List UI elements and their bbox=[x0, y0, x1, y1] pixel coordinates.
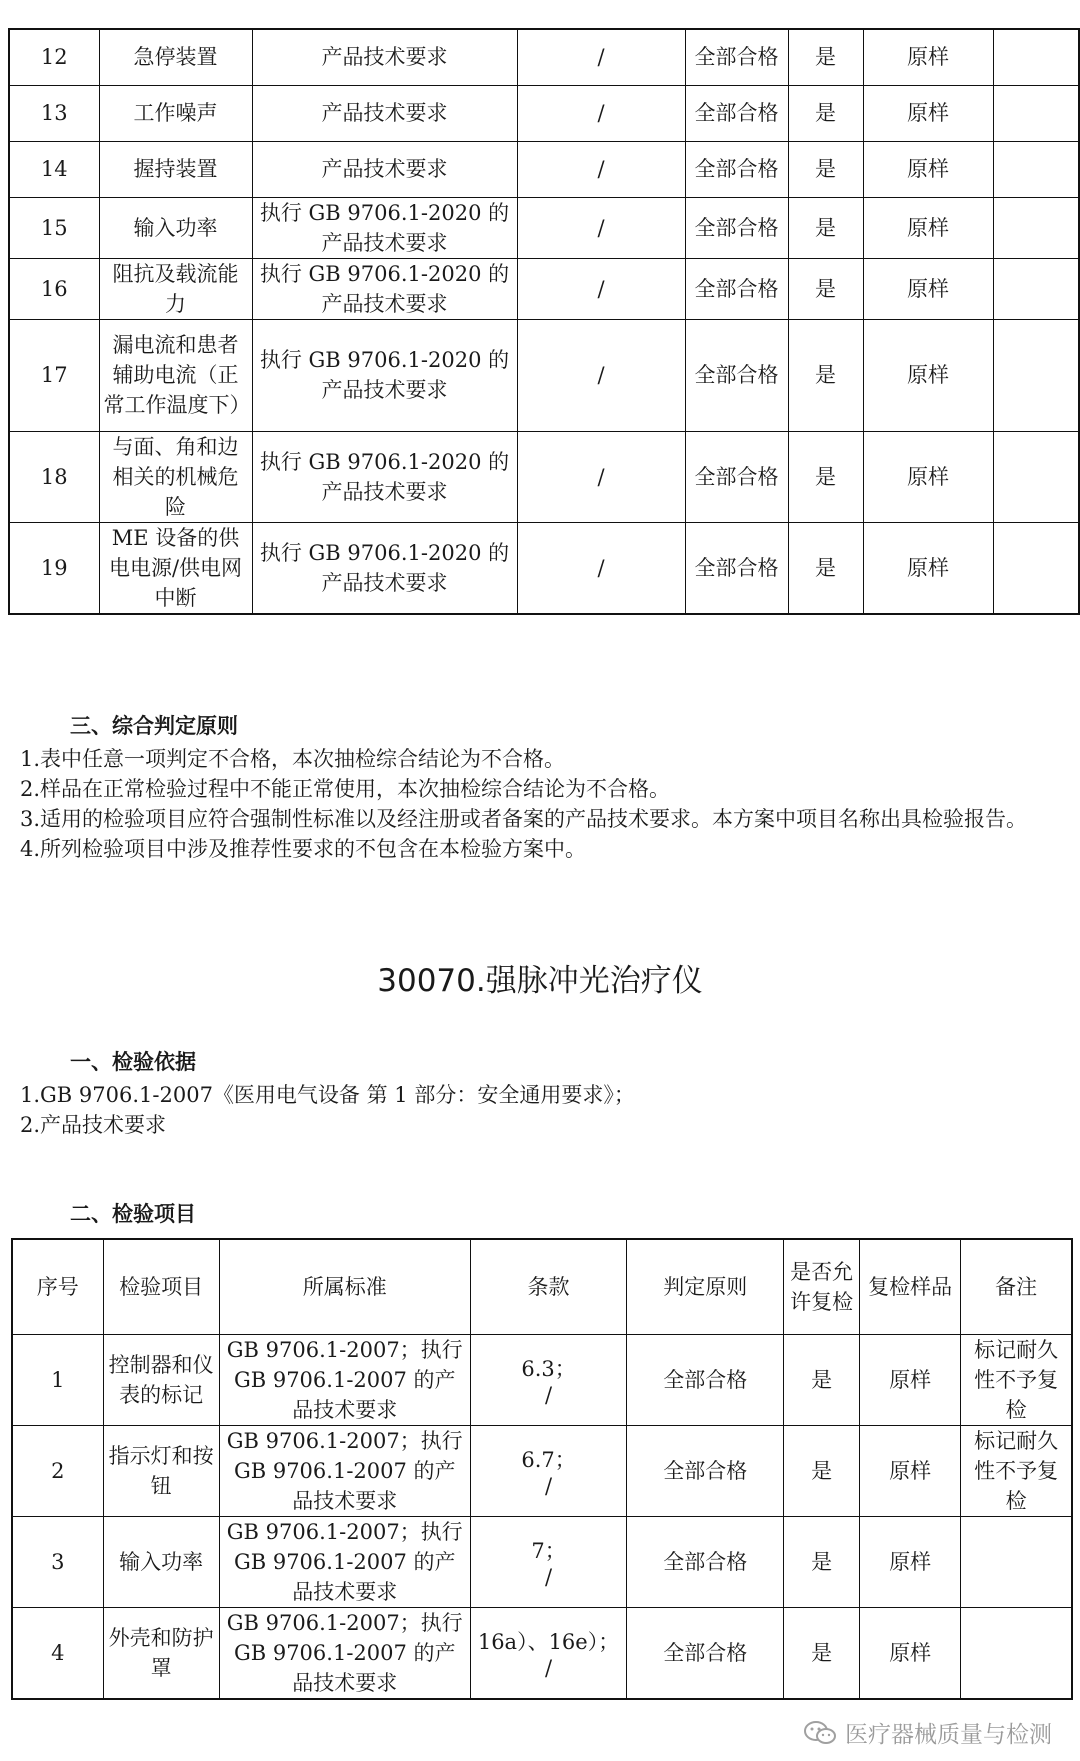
row-retest: 是 bbox=[788, 431, 863, 522]
row-standard: GB 9706.1-2007；执行 GB 9706.1-2007 的产品技术要求 bbox=[219, 1607, 470, 1699]
row-clause bbox=[470, 1607, 627, 1699]
row-rule: 全部合格 bbox=[685, 197, 788, 258]
row-item: ME 设备的供电电源/供电网中断 bbox=[99, 522, 252, 614]
row-note: 标记耐久性不予复检 bbox=[961, 1425, 1072, 1516]
row-note bbox=[993, 29, 1079, 85]
clause-slash: / bbox=[545, 1382, 553, 1407]
row-note bbox=[961, 1607, 1072, 1699]
header-note: 备注 bbox=[961, 1239, 1072, 1334]
header-no: 序号 bbox=[12, 1239, 103, 1334]
judgment-item: 1.表中任意一项判定不合格，本次抽检综合结论为不合格。 bbox=[20, 747, 566, 771]
row-retest: 是 bbox=[784, 1516, 860, 1607]
table-row bbox=[12, 1334, 1072, 1425]
row-no: 13 bbox=[9, 85, 99, 141]
row-no: 15 bbox=[9, 197, 99, 258]
clause-number: 6.7； bbox=[521, 1447, 576, 1472]
row-no: 4 bbox=[12, 1607, 103, 1699]
row-item: 阻抗及载流能力 bbox=[99, 258, 252, 319]
row-standard: 执行 GB 9706.1-2020 的产品技术要求 bbox=[252, 522, 517, 614]
table-row bbox=[9, 431, 1079, 522]
row-standard: 执行 GB 9706.1-2020 的产品技术要求 bbox=[252, 319, 517, 431]
header-clause: 条款 bbox=[470, 1239, 627, 1334]
row-clause bbox=[470, 1425, 627, 1516]
row-sample: 原样 bbox=[863, 319, 993, 431]
row-retest: 是 bbox=[788, 197, 863, 258]
table-row bbox=[9, 85, 1079, 141]
row-rule: 全部合格 bbox=[685, 319, 788, 431]
row-no: 17 bbox=[9, 319, 99, 431]
row-no: 12 bbox=[9, 29, 99, 85]
row-item: 工作噪声 bbox=[99, 85, 252, 141]
row-standard: 执行 GB 9706.1-2020 的产品技术要求 bbox=[252, 197, 517, 258]
header-rule: 判定原则 bbox=[627, 1239, 784, 1334]
row-note bbox=[993, 258, 1079, 319]
judgment-list bbox=[20, 744, 1065, 864]
row-note bbox=[993, 431, 1079, 522]
row-clause: / bbox=[517, 29, 685, 85]
row-sample: 原样 bbox=[863, 431, 993, 522]
row-item: 急停装置 bbox=[99, 29, 252, 85]
inspection-table bbox=[11, 1238, 1073, 1700]
row-note: 标记耐久性不予复检 bbox=[961, 1334, 1072, 1425]
row-rule: 全部合格 bbox=[627, 1334, 784, 1425]
section-heading-basis: 一、检验依据 bbox=[70, 1050, 196, 1074]
row-sample: 原样 bbox=[863, 522, 993, 614]
section-heading-items: 二、检验项目 bbox=[70, 1202, 196, 1226]
table-header-row bbox=[12, 1239, 1072, 1334]
row-sample: 原样 bbox=[863, 29, 993, 85]
row-retest: 是 bbox=[788, 29, 863, 85]
row-clause bbox=[470, 1516, 627, 1607]
row-retest: 是 bbox=[788, 258, 863, 319]
row-rule: 全部合格 bbox=[685, 258, 788, 319]
row-rule: 全部合格 bbox=[685, 431, 788, 522]
row-no: 2 bbox=[12, 1425, 103, 1516]
row-clause: / bbox=[517, 197, 685, 258]
row-note bbox=[961, 1516, 1072, 1607]
row-note bbox=[993, 85, 1079, 141]
row-sample: 原样 bbox=[863, 197, 993, 258]
table-row bbox=[9, 319, 1079, 431]
table-row bbox=[9, 258, 1079, 319]
row-retest: 是 bbox=[784, 1425, 860, 1516]
basis-item: 1.GB 9706.1-2007《医用电气设备 第 1 部分：安全通用要求》； bbox=[20, 1083, 635, 1107]
row-retest: 是 bbox=[788, 85, 863, 141]
header-retest: 是否允许复检 bbox=[784, 1239, 860, 1334]
row-sample: 原样 bbox=[860, 1425, 961, 1516]
table-row bbox=[12, 1607, 1072, 1699]
row-no: 19 bbox=[9, 522, 99, 614]
row-note bbox=[993, 141, 1079, 197]
table-row bbox=[12, 1425, 1072, 1516]
judgment-item: 4.所列检验项目中涉及推荐性要求的不包含在本检验方案中。 bbox=[20, 837, 587, 861]
table-row bbox=[12, 1516, 1072, 1607]
row-item: 握持装置 bbox=[99, 141, 252, 197]
inspection-table-continued bbox=[8, 28, 1080, 615]
wechat-icon bbox=[803, 1720, 837, 1746]
row-clause bbox=[470, 1334, 627, 1425]
row-standard: 产品技术要求 bbox=[252, 29, 517, 85]
row-rule: 全部合格 bbox=[685, 29, 788, 85]
row-retest: 是 bbox=[788, 522, 863, 614]
row-no: 14 bbox=[9, 141, 99, 197]
row-note bbox=[993, 319, 1079, 431]
header-item: 检验项目 bbox=[103, 1239, 219, 1334]
row-clause: / bbox=[517, 522, 685, 614]
row-rule: 全部合格 bbox=[685, 522, 788, 614]
row-standard: 执行 GB 9706.1-2020 的产品技术要求 bbox=[252, 431, 517, 522]
row-standard: GB 9706.1-2007；执行 GB 9706.1-2007 的产品技术要求 bbox=[219, 1425, 470, 1516]
row-retest: 是 bbox=[784, 1334, 860, 1425]
row-item: 外壳和防护罩 bbox=[103, 1607, 219, 1699]
row-rule: 全部合格 bbox=[627, 1607, 784, 1699]
judgment-item: 2.样品在正常检验过程中不能正常使用，本次抽检综合结论为不合格。 bbox=[20, 777, 671, 801]
header-standard: 所属标准 bbox=[219, 1239, 470, 1334]
row-standard: 执行 GB 9706.1-2020 的产品技术要求 bbox=[252, 258, 517, 319]
product-title: 30070.强脉冲光治疗仪 bbox=[377, 963, 703, 999]
clause-number: 7； bbox=[531, 1538, 566, 1563]
row-clause: / bbox=[517, 141, 685, 197]
row-note bbox=[993, 522, 1079, 614]
clause-number: 6.3； bbox=[521, 1356, 576, 1381]
clause-slash: / bbox=[545, 1655, 553, 1680]
header-sample: 复检样品 bbox=[860, 1239, 961, 1334]
row-no: 3 bbox=[12, 1516, 103, 1607]
row-standard: 产品技术要求 bbox=[252, 141, 517, 197]
row-item: 漏电流和患者辅助电流（正常工作温度下） bbox=[99, 319, 252, 431]
watermark-text: 医疗器械质量与检测 bbox=[845, 1722, 1052, 1748]
table-row bbox=[9, 29, 1079, 85]
judgment-item: 3.适用的检验项目应符合强制性标准以及经注册或者备案的产品技术要求。本方案中项目名称出具检验报告。 bbox=[20, 807, 1028, 831]
row-standard: GB 9706.1-2007；执行 GB 9706.1-2007 的产品技术要求 bbox=[219, 1334, 470, 1425]
clause-number: 16a）、16e）； bbox=[477, 1629, 620, 1654]
row-sample: 原样 bbox=[863, 85, 993, 141]
table-row bbox=[9, 197, 1079, 258]
watermark bbox=[803, 1716, 1052, 1749]
section-heading-judgment: 三、综合判定原则 bbox=[70, 714, 238, 738]
row-standard: 产品技术要求 bbox=[252, 85, 517, 141]
row-clause: / bbox=[517, 431, 685, 522]
row-item: 输入功率 bbox=[99, 197, 252, 258]
row-no: 16 bbox=[9, 258, 99, 319]
row-clause: / bbox=[517, 319, 685, 431]
row-clause: / bbox=[517, 258, 685, 319]
row-rule: 全部合格 bbox=[627, 1516, 784, 1607]
row-retest: 是 bbox=[788, 319, 863, 431]
basis-item: 2.产品技术要求 bbox=[20, 1113, 167, 1137]
row-item: 控制器和仪表的标记 bbox=[103, 1334, 219, 1425]
row-item: 指示灯和按钮 bbox=[103, 1425, 219, 1516]
row-sample: 原样 bbox=[860, 1516, 961, 1607]
row-no: 1 bbox=[12, 1334, 103, 1425]
table-row bbox=[9, 522, 1079, 614]
row-item: 输入功率 bbox=[103, 1516, 219, 1607]
row-standard: GB 9706.1-2007；执行 GB 9706.1-2007 的产品技术要求 bbox=[219, 1516, 470, 1607]
row-no: 18 bbox=[9, 431, 99, 522]
row-sample: 原样 bbox=[863, 141, 993, 197]
clause-slash: / bbox=[545, 1473, 553, 1498]
clause-slash: / bbox=[545, 1564, 553, 1589]
row-item: 与面、角和边相关的机械危险 bbox=[99, 431, 252, 522]
row-retest: 是 bbox=[784, 1607, 860, 1699]
row-rule: 全部合格 bbox=[627, 1425, 784, 1516]
table-row bbox=[9, 141, 1079, 197]
row-rule: 全部合格 bbox=[685, 141, 788, 197]
row-clause: / bbox=[517, 85, 685, 141]
row-sample: 原样 bbox=[860, 1607, 961, 1699]
row-retest: 是 bbox=[788, 141, 863, 197]
row-sample: 原样 bbox=[860, 1334, 961, 1425]
row-rule: 全部合格 bbox=[685, 85, 788, 141]
basis-list bbox=[20, 1080, 1065, 1140]
row-sample: 原样 bbox=[863, 258, 993, 319]
row-note bbox=[993, 197, 1079, 258]
